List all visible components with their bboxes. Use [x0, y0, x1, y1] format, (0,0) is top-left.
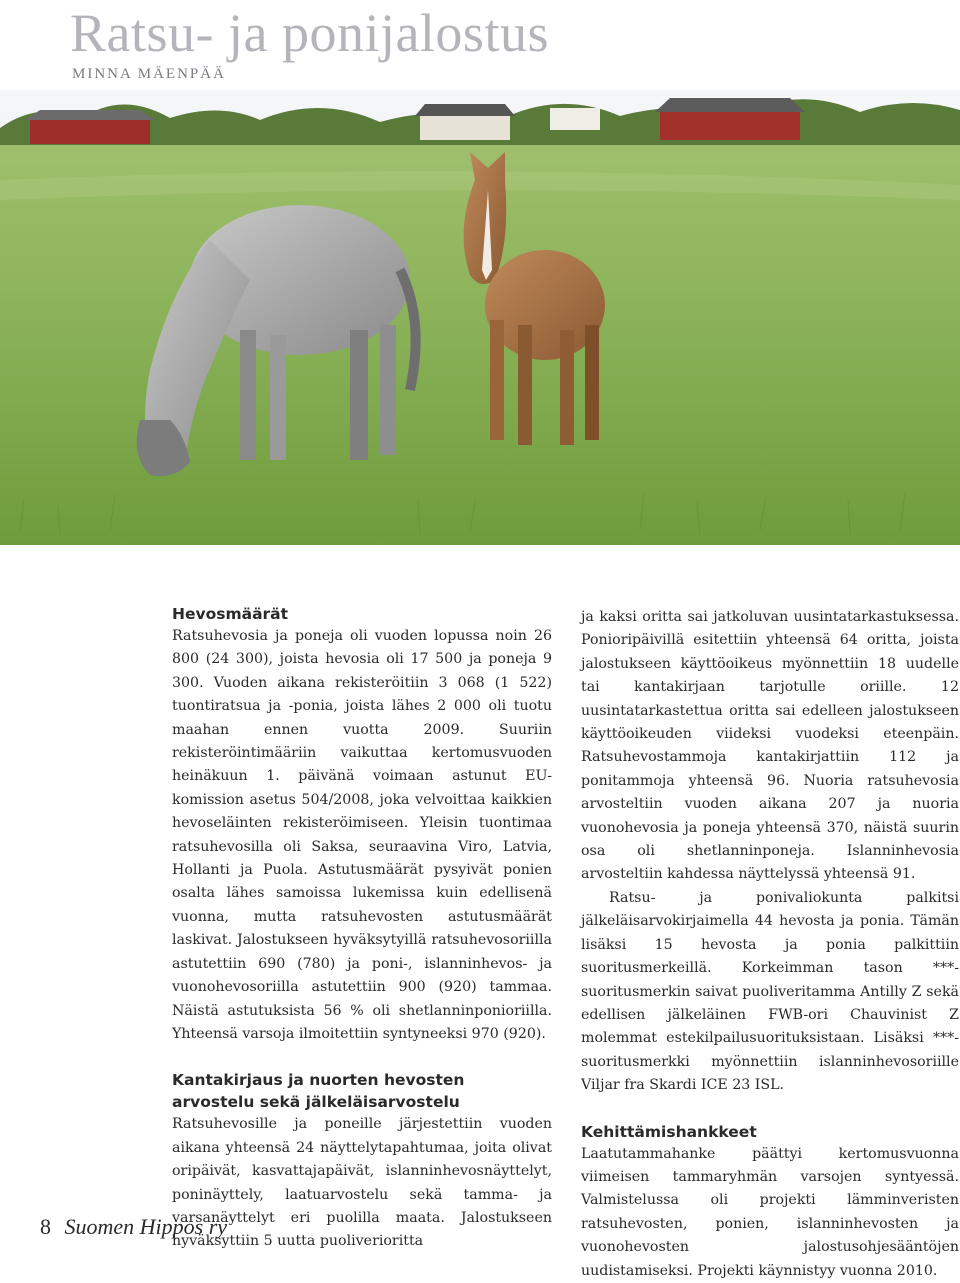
- page-footer: [40, 1214, 227, 1240]
- organization-name: Suomen Hippos ry: [64, 1214, 228, 1239]
- article-title: Ratsu- ja ponijalostus: [70, 3, 549, 63]
- paragraph-awards: Ratsu- ja ponivaliokunta palkitsi jälkeläisarvokirjaimella 44 hevosta ja ponia. Tämän lisäksi 15 hevosta ja ponia palkittiin suoritusmerkeillä. Korkeimman tason ***-suoritusmerkin saivat puoliveritamma Antilly Z sekä edellisen jälkeläinen FWB-ori Chauvinist Z molemmat estekilpailusuorituksistaan. Lisäksi ***-suoritusmerkki myönnettiin islanninhevosoriille Viljar fra Skardi ICE 23 ISL.: [581, 889, 959, 1094]
- right-column: [581, 606, 959, 1283]
- paragraph-studbook: Ratsuhevosille ja poneille järjestettiin vuoden aikana yhteensä 24 näyttelytapahtumaa, joita olivat oripäivät, kasvattajapäivät, islanninhevosnäyttelyt, poninäyttely, laatuarvostelu sekä tamma- ja varsanäyttelyt eri puolilla maata. Jalostukseen hyväksyttiin 5 uutta puoliverioritta: [172, 1116, 552, 1250]
- page-number: 8: [40, 1214, 51, 1239]
- paragraph-horse-counts: Ratsuhevosia ja poneja oli vuoden lopussa noin 26 800 (24 300), joista hevosia oli 17 500 ja poneja 9 300. Vuoden aikana rekisteröitiin 3 068 (1 522) tuontiratsua ja -ponia, joista lähes 2 000 oli tuotu maahan ennen vuotta 2009. Suuriin rekisteröintimääriin vaikuttaa kertomusvuoden heinäkuun 1. päivänä voimaan astunut EU-komission asetus 504/2008, joka velvoittaa kaikkien hevoseläinten rekisteröimiseen. Yleisin tuontimaa ratsuhevosilla oli Saksa, seuraavina Viro, Latvia, Hollanti ja Puola. Astutusmäärät pysyivät ponien osalta lähes samoissa lukemissa kuin edellisenä vuonna, mutta ratsuhevosten astutusmäärät laskivat. Jalostukseen hyväksytyillä ratsuhevosoriilla astutettiin 690 (780) ja poni-, islanninhevos- ja vuonohevosoriilla astutettiin 900 (920) tammaa. Näistä astutuksista 56 % oli shetlanninponioriilla. Yhteensä varsoja ilmoitettiin syntyneeksi 970 (920).: [172, 628, 552, 1042]
- paragraph-stallions: ja kaksi oritta sai jatkoluvan uusintatarkastuksessa. Ponioripäivillä esitettiin yhteensä 64 oritta, joista jalostukseen käyttöoikeus myönnettiin 18 uudelle tai kantakirjaan tarjotulle oriille. 12 uusintatarkastettua oritta sai edelleen jalostukseen käyttöoikeuden viideksi vuodeksi eteenpäin. Ratsuhevostammoja kantakirjattiin 112 ja ponitammoja yhteensä 96. Nuoria ratsuhevosia arvosteltiin vuoden aikana 207 ja nuoria vuonohevosia ja poneja yhteensä 370, näistä suurin osa oli shetlanninponeja. Islanninhevosia arvosteltiin kahdessa näyttelyssä yhteensä 91.: [581, 609, 959, 883]
- section-heading-development: Kehittämishankkeet: [581, 1122, 757, 1141]
- article-author: MINNA MÄENPÄÄ: [72, 66, 226, 82]
- horses-photo: [0, 90, 960, 545]
- paragraph-development: Laatutammahanke päättyi kertomusvuonna viimeisen tammaryhmän varsojen syntyessä. Valmistelussa oli projekti lämminveristen ratsuhevosten, ponien, islanninhevosten ja vuonohevosten jalostusohjesääntöjen uudistamiseksi. Projekti käynnistyy vuonna 2010.: [581, 1145, 959, 1279]
- section-heading-studbook: Kantakirjaus ja nuorten hevosten arvostelu sekä jälkeläisarvostelu: [172, 1071, 465, 1112]
- section-heading-horse-counts: Hevosmäärät: [172, 605, 289, 623]
- left-column: [172, 603, 552, 1254]
